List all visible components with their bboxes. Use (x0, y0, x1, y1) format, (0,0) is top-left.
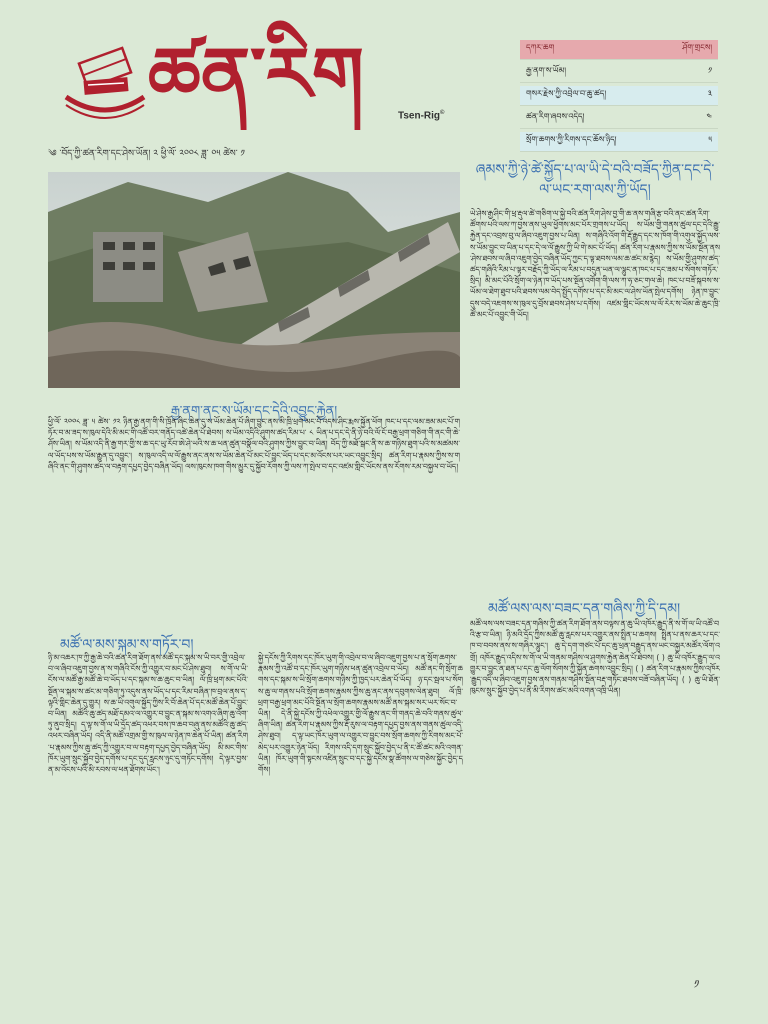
toc-header-label: དཀར་ཆག (526, 43, 555, 52)
toc-item-label: གསར་རྗེས་ཀྱི་འབྲེལ་བ་ཆུ་ཚད། (526, 89, 607, 98)
logo-emblem (60, 45, 150, 125)
photo-caption: རྒྱ་ནག་ནང་ས་ཡོམ་དང་དེའི་འབྱུང་རྐྱེན། (170, 404, 338, 419)
article-text-intro: ཕྱི་ལོ་ ༢༠༠༨ ཟླ་ ༥ ཚེས་ ༡༢ ཉིན་རྒྱ་ནག་གི་སི་ཁྲོན་ཞིང་ཆེན་དུ་ས་ཡོམ་ཆེན་པོ་ཞིག་བྱུང་ནས་མི་ཁྲི་ཕྲག་མང་པོ་འདས་ཤིང་རྨས་སྐྱོན་ཕོག ཁང་པ་དང་ལམ་ཟམ་མང་པོ་གཏོར་བ་མ་ཟད་ས་ཁུལ་དེའི་མི་མང་གི་འཚོ་བར་གནོད་འཚེ་ཆེན་པོ་ཐེབས། ས་ཡོམ་འདིའི་ཤུགས་ཚད་རིམ་པ་ ༨ ཡིན་པ་དང་དེ་ནི་ཉེ་བའི་ལོ་ངོ་བརྒྱ་ཕྲག་གཅིག་གི་ནང་གི་ཆེ་ཤོས་ཡིན། ས་ཡོམ་འདི་ནི་རྒྱ་གར་གྱི་ས་ཆ་དང་ཡུ་རོབ་ཨེ་ཤེ་ཡའི་ས་ཆ་ཕན་ཚུན་བསྣོལ་བའི་ཤུགས་ཀྱིས་བྱུང་བ་ཡིན། བོད་ཀྱི་མཐོ་སྒང་ནི་ས་ཆ་གཉིས་ཐུག་པའི་ས་མཚམས་ལ་ཡོད་པས་ས་ཡོམ་རྒྱུན་དུ་འབྱུང་། ས་ཁུལ་འདི་ལ་ལོ་རྒྱུས་ནང་ནས་ས་ཡོམ་ཆེན་པོ་མང་པོ་བྱུང་ཡོད་པ་དང་མ་འོངས་པར་ཡང་འབྱུང་སྲིད། ཚན་རིག་པ་རྣམས་ཀྱིས་ས་གཞིའི་ནང་གི་ཤུགས་ཚད་ལ་བརྟག་དཔྱད་བྱེད་བཞིན་ཡོད། ལས་ཁུངས་ཁག་གིས་མྱུར་དུ་སྐྱོབ་རོགས་ཀྱི་ལས་ཀ་སྤེལ་བ་དང་འཛམ་གླིང་ཡོངས་ནས་རོགས་རམ་བསྐྱལ་བ་ཡོད། (48, 417, 460, 471)
article-text-left-bottom: ཉི་མ་འཆར་ཁ་ཀྱི་རྒྱ་ཆེ་བའི་ཚན་རིག་ཐོག་ནས་མཚོ་དང་སྐམ་ས་ཡི་བར་གྱི་འབྲེལ་བ་ལ་ཞིབ་འཇུག་བྱས་ན་ས་གཞིའི་ངོས་ཀྱི་འགྱུར་བ་མང་པོ་ཤེས་ཐུབ། ས་གོ་ལ་ཡི་ངོས་ལ་མཚོ་རྒྱ་མཚོ་ཆེ་བ་ཡོད་པ་དང་སྐམ་ས་ཆ་ཆུང་བ་ཡིན། ལོ་ཁྲི་ཕྲག་མང་པོའི་སྔོན་ལ་སྐམ་ས་ཚང་མ་གཅིག་ཏུ་འདུས་ནས་ཡོད་པ་དང་རིམ་བཞིན་ཁ་བྲལ་ནས་ད་ལྟའི་གླིང་ཆེན་དུ་གྱུར། ས་ཆ་ཡི་འགུལ་སྐྱོད་ཀྱིས་རི་བོ་ཆེན་པོ་དང་མཚོ་ཆེན་པོ་བྱུང་བ་ཡིན། མཚོའི་ཆུ་ཚད་མཐོ་དམའ་ལ་འགྱུར་བ་བྱུང་ན་སྐམ་ས་འགའ་ཞིག་ཆུ་འོག་ཏུ་ནུབ་སྲིད། ད་ལྟ་ས་གོ་ལ་ཡི་དྲོད་ཚད་འཕར་བས་ཁ་ཆབ་བཞུ་ནས་མཚོའི་ཆུ་ཚད་འཕར་བཞིན་ཡོད། འདི་ནི་མཚོ་འགྲམ་གྱི་ས་ཁུལ་ལ་ཉེན་ཁ་ཆེན་པོ་ཡིན། ཚན་རིག་པ་རྣམས་ཀྱིས་ཆུ་ཚད་ཀྱི་འགྱུར་བ་ལ་བརྟག་དཔྱད་བྱེད་བཞིན་ཡོད། མི་མང་གིས་ཁོར་ཡུག་སྲུང་སྐྱོབ་བྱེད་དགོས་པ་དང་དུད་རླངས་ཉུང་དུ་གཏོང་དགོས། དེ་ལྟར་བྱས་ན་མ་འོངས་པའི་མི་རབས་ལ་ཕན་ཐོགས་ཡོང་། (48, 653, 248, 775)
article-text-right-top: ཡེ་ཤེས་རྒྱ་ཤིང་གི་ཕྲ་རྡུལ་ཚེ་གཅིག་ལ་སྐྱེ་བའི་ཚན་རིག་ཤེས་བྱ་གི་ཆ་ནས་གཞི་རྩ་བའི་ནང་ཚན་རིག་ཚོགས་པའི་ལས་ཀ་བྱས་ནས་ཡུལ་ཕྱོགས་མང་པོར་གྲགས་པ་ཡོད། ས་ཡོམ་གྱི་གནས་ཚུལ་དང་དེའི་རྒྱུ་རྐྱེན་དང་འབྲས་བུ་ལ་ཞིབ་འཇུག་བྱས་པ་ཡིན། ས་གཞིའི་འོག་གི་རྡོ་རྒྱུད་དང་ས་ཁོག་གི་འགུལ་སྐྱོད་ལས་ས་ཡོམ་བྱུང་བ་ཡིན་པ་དང་དེ་ལ་ལོ་རྒྱུས་ཀྱི་ཡི་གེ་མང་པོ་ཡོད། ཚན་རིག་པ་རྣམས་ཀྱིས་ས་ཡོམ་སྔོན་ནས་ཤེས་ཐབས་ལ་ཞིབ་འཇུག་བྱེད་བཞིན་ཡོད་ཀྱང་ད་ལྟ་ཐབས་ལམ་ཆ་ཚང་མ་རྙེད། ས་ཡོམ་གྱི་ཤུགས་ཚད་ཚད་གཞིའི་རིམ་པ་ལྟར་བརྗོད་ཀྱི་ཡོད་ལ་རིམ་པ་བདུན་ཡན་ལ་ལྷུང་ན་ཁང་པ་དང་ཟམ་པ་སོགས་གཏོར་སྲིད། མི་མང་པོའི་སྲོག་ལ་ཉེན་ཁ་ཡོད་པས་སྔོན་འགོག་གི་ལས་ཀ་ཧ་ཅང་གལ་ཆེ། ཁང་པ་བཟོ་སྐབས་ས་ཡོམ་ལ་ཐེག་ཐུབ་པའི་ཐབས་ལམ་བེད་སྤྱོད་དགོས་པ་དང་མི་མང་ལ་ཤེས་ཡོན་སྤེལ་དགོས། ཉེན་ཁ་བྱུང་དུས་བདེ་འཇགས་ས་ཁུལ་དུ་བྲོས་ཐབས་ཤེས་པ་དགོས། འཛམ་གླིང་ཡོངས་ལ་ལོ་རེར་ས་ཡོམ་ཆེ་ཆུང་ཁྲི་ཚོ་མང་པོ་འབྱུང་གི་ཡོད། (470, 209, 720, 319)
toc-item[interactable] (520, 86, 718, 106)
toc-header-page: ཤོག་གྲངས། (682, 43, 712, 52)
table-of-contents (520, 40, 718, 155)
toc-item[interactable] (520, 63, 718, 83)
article-text-center-bottom: སྐྱེ་དངོས་ཀྱི་རིགས་དང་ཁོར་ཡུག་གི་འབྲེལ་བ་ལ་ཞིབ་འཇུག་བྱས་པ་ན་སྲོག་ཆགས་རྣམས་ཀྱི་འཚོ་བ་དང་ཁོར་ཡུག་གཉིས་ཕན་ཚུན་འབྲེལ་བ་ཡོད། མཚོ་ནང་གི་སྲོག་ཆགས་དང་སྐམ་ས་ཡི་སྲོག་ཆགས་གཉིས་ཀྱི་ཁྱད་པར་ཆེན་པོ་ཡོད། ཉ་དང་སྦལ་པ་སོགས་ཆུ་ལ་གནས་པའི་སྲོག་ཆགས་རྣམས་ཀྱིས་ཆུ་ནང་ནས་དབུགས་ལེན་ཐུབ། ལོ་ཁྲི་ཕྲག་བརྒྱ་ཕྲག་མང་པོའི་སྔོན་ལ་སྲོག་ཆགས་རྣམས་མཚོ་ནས་སྐམ་སར་ཡར་སོང་བ་ཡིན། དེ་ནི་སྐྱེ་དངོས་ཀྱི་འཕེལ་འགྱུར་གྱི་ལོ་རྒྱུས་ནང་གི་གནད་ཆེ་བའི་གནས་ཚུལ་ཞིག་ཡིན། ཚན་རིག་པ་རྣམས་ཀྱིས་རྡོ་རུས་ལ་བརྟག་དཔྱད་བྱས་ནས་གནས་ཚུལ་འདི་ཤེས་ཐུབ། ད་ལྟ་ཡང་ཁོར་ཡུག་ལ་འགྱུར་བ་བྱུང་བས་སྲོག་ཆགས་ཀྱི་རིགས་མང་པོ་མེད་པར་འགྱུར་ཉེན་ཡོད། རིགས་འདི་དག་སྲུང་སྐྱོབ་བྱེད་པ་ནི་ང་ཚོ་ཚང་མའི་འགན་ཡིན། ཁོར་ཡུག་གི་སྟངས་འཛིན་སྲུང་བ་དང་སྐྱེ་དངོས་སྣ་ཚོགས་ལ་གཅེས་སྐྱོང་བྱེད་དགོས། (258, 653, 463, 775)
toc-item[interactable] (520, 132, 718, 152)
article-heading-left: མཚོ་ལ་མས་སྐམ་ས་གཏོར་བ། (60, 637, 194, 653)
toc-item-label: ཚན་རིག་ཞབས་འདེད། (526, 112, 585, 121)
article-text-right-bottom: མཚོ་ལས་ལས་བཟང་དན་གཞིས་ཀྱི་ཚན་རིག་ཐོག་ནས་བལྟས་ན་ཆུ་ཡི་འཁོར་རྒྱུད་ནི་ས་གོ་ལ་ཡི་འཚོ་བའི་རྩ་བ་ཡིན། ཉི་མའི་དྲོད་ཀྱིས་མཚོ་ཆུ་རླངས་པར་འགྱུར་ནས་སྤྲིན་པ་ཆགས། སྤྲིན་པ་ནས་ཆར་པ་དང་ཁ་བ་བབས་ནས་ས་གཞིར་ལྷུང་། ཆུ་དེ་དག་གཙང་པོ་དང་ཆུ་ཕྲན་བརྒྱུད་ནས་ཡང་བསྐྱར་མཚོར་ལོག་འགྲོ། འཁོར་རྒྱུད་འདིས་ས་གོ་ལ་ཡི་གནམ་གཤིས་ལ་ཤུགས་རྐྱེན་ཆེན་པོ་ཐེབས། ( ) ཆུ་ཡི་འཁོར་རྒྱུད་ལ་འགྱུར་བ་བྱུང་ན་ཐན་པ་དང་ཆུ་ལོག་སོགས་ཀྱི་སྐྱོན་ཆགས་འབྱུང་སྲིད། ( ) ཚན་རིག་པ་རྣམས་ཀྱིས་འཁོར་རྒྱུད་འདི་ལ་ཞིབ་འཇུག་བྱས་ནས་གནམ་གཤིས་སྔོན་བརྡ་གཏོང་ཐབས་བཟོ་བཞིན་ཡོད། ( ) ཆུ་ཡི་ཐོན་ཁུངས་སྲུང་སྐྱོབ་བྱེད་པ་ནི་མི་རིགས་ཚང་མའི་འགན་འཁྲི་ཡིན། (470, 619, 720, 696)
toc-header (520, 40, 718, 60)
page-number: ༡ (694, 979, 700, 991)
issue-line: ༄ ་བོད་ཀྱི་ཚན་རིག་དང་ཤེས་ཡོན། ༢ ཕྱི་ལོ་ ༢༠༠༨ ཟླ་ ༠༥ ཚེས་ ༡ (48, 149, 245, 159)
subtitle-text: Tsen-Rig (398, 110, 441, 122)
earthquake-photo (48, 172, 460, 388)
masthead-title-text: ཚན་རིག (148, 32, 364, 118)
toc-item-page: ༣ (707, 89, 712, 98)
toc-item-page: ༡ (708, 66, 712, 75)
toc-item-label: སྲོག་ཆགས་ཀྱི་རིགས་དང་ཆོས་ཉིད། (526, 135, 617, 144)
toc-item-label: རྒྱ་ནག་ས་ཡོམ། (526, 66, 566, 75)
toc-item[interactable] (520, 109, 718, 129)
copyright-mark: © (440, 110, 445, 116)
article-heading-right: མཚོ་ལས་ལས་བཟང་དན་གཞིས་ཀྱི་དི་དམ། (488, 601, 681, 617)
toc-item-page: ༥ (708, 135, 712, 144)
article-heading-right-top: ཞམས་ཀྱི་ཉེ་ཚེ་སྐྱོད་པ་ལ་ཡི་དེ་བའི་བཟོད་ཀྱིན་དང་དེ་ལ་ཡང་རག་ལས་ཀྱི་ཡོད། (475, 162, 715, 198)
toc-item-page: ༤ (706, 112, 712, 121)
masthead-subtitle (398, 110, 444, 121)
